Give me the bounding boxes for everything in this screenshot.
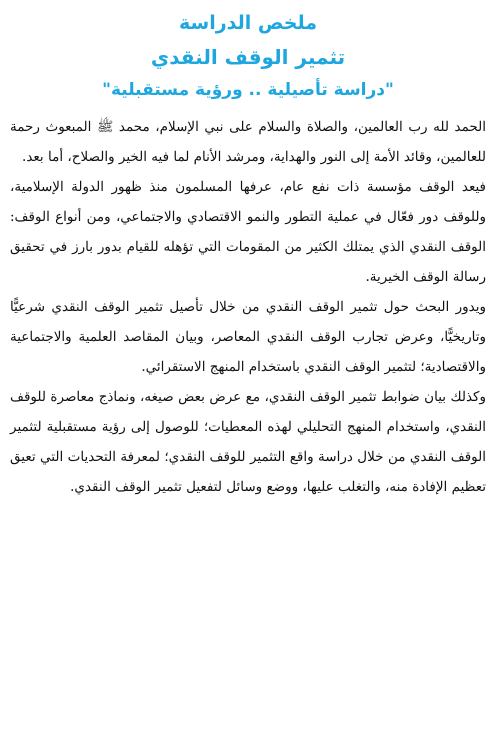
paragraph-4: وكذلك بيان ضوابط تثمير الوقف النقدي، مع عرض بعض صيغه، ونماذج معاصرة للوقف النقدي، واستخدام المنهج التحليلي لهذه المعطيات؛ للوصول إلى رؤية مستقبلية لتثمير الوقف النقدي من خلال دراسة واقع التثمير للوقف النقدي؛ لمعرفة التحديات التي تعيق تعظيم الإفادة منه، والتغلب عليها، ووضع وسائل لتفعيل تثمير الوقف النقدي. bbox=[10, 389, 486, 495]
main-title: تثمير الوقف النقدي bbox=[150, 45, 346, 69]
body-text bbox=[10, 112, 486, 502]
paragraph-2: فيعد الوقف مؤسسة ذات نفع عام، عرفها المسلمون منذ ظهور الدولة الإسلامية، وللوقف دور فعّال في عملية التطور والنمو الاقتصادي والاجتماعي، ومن أنواع الوقف: الوقف النقدي الذي يمتلك الكثير من المقومات التي تؤهله للقيام بدور بارز في تحقيق رسالة الوقف الخيرية. bbox=[10, 179, 486, 285]
subtitle: "دراسة تأصيلية .. ورؤية مستقبلية" bbox=[102, 80, 394, 100]
paragraph-1: الحمد لله رب العالمين، والصلاة والسلام على نبي الإسلام، محمد ﷺ المبعوث رحمة للعالمين، وقائد الأمة إلى النور والهداية، ومرشد الأنام لما فيه الخير والصلاح، أما بعد. bbox=[10, 119, 486, 165]
summary-title: ملخص الدراسة bbox=[178, 12, 318, 34]
paragraph-3: ويدور البحث حول تثمير الوقف النقدي من خلال تأصيل تثمير الوقف النقدي شرعيًّا وتاريخيًّا، وعرض تجارب الوقف النقدي المعاصر، وبيان المقاصد العلمية والاجتماعية والاقتصادية؛ لتثمير الوقف النقدي باستخدام المنهج الاستقرائي. bbox=[10, 299, 486, 375]
